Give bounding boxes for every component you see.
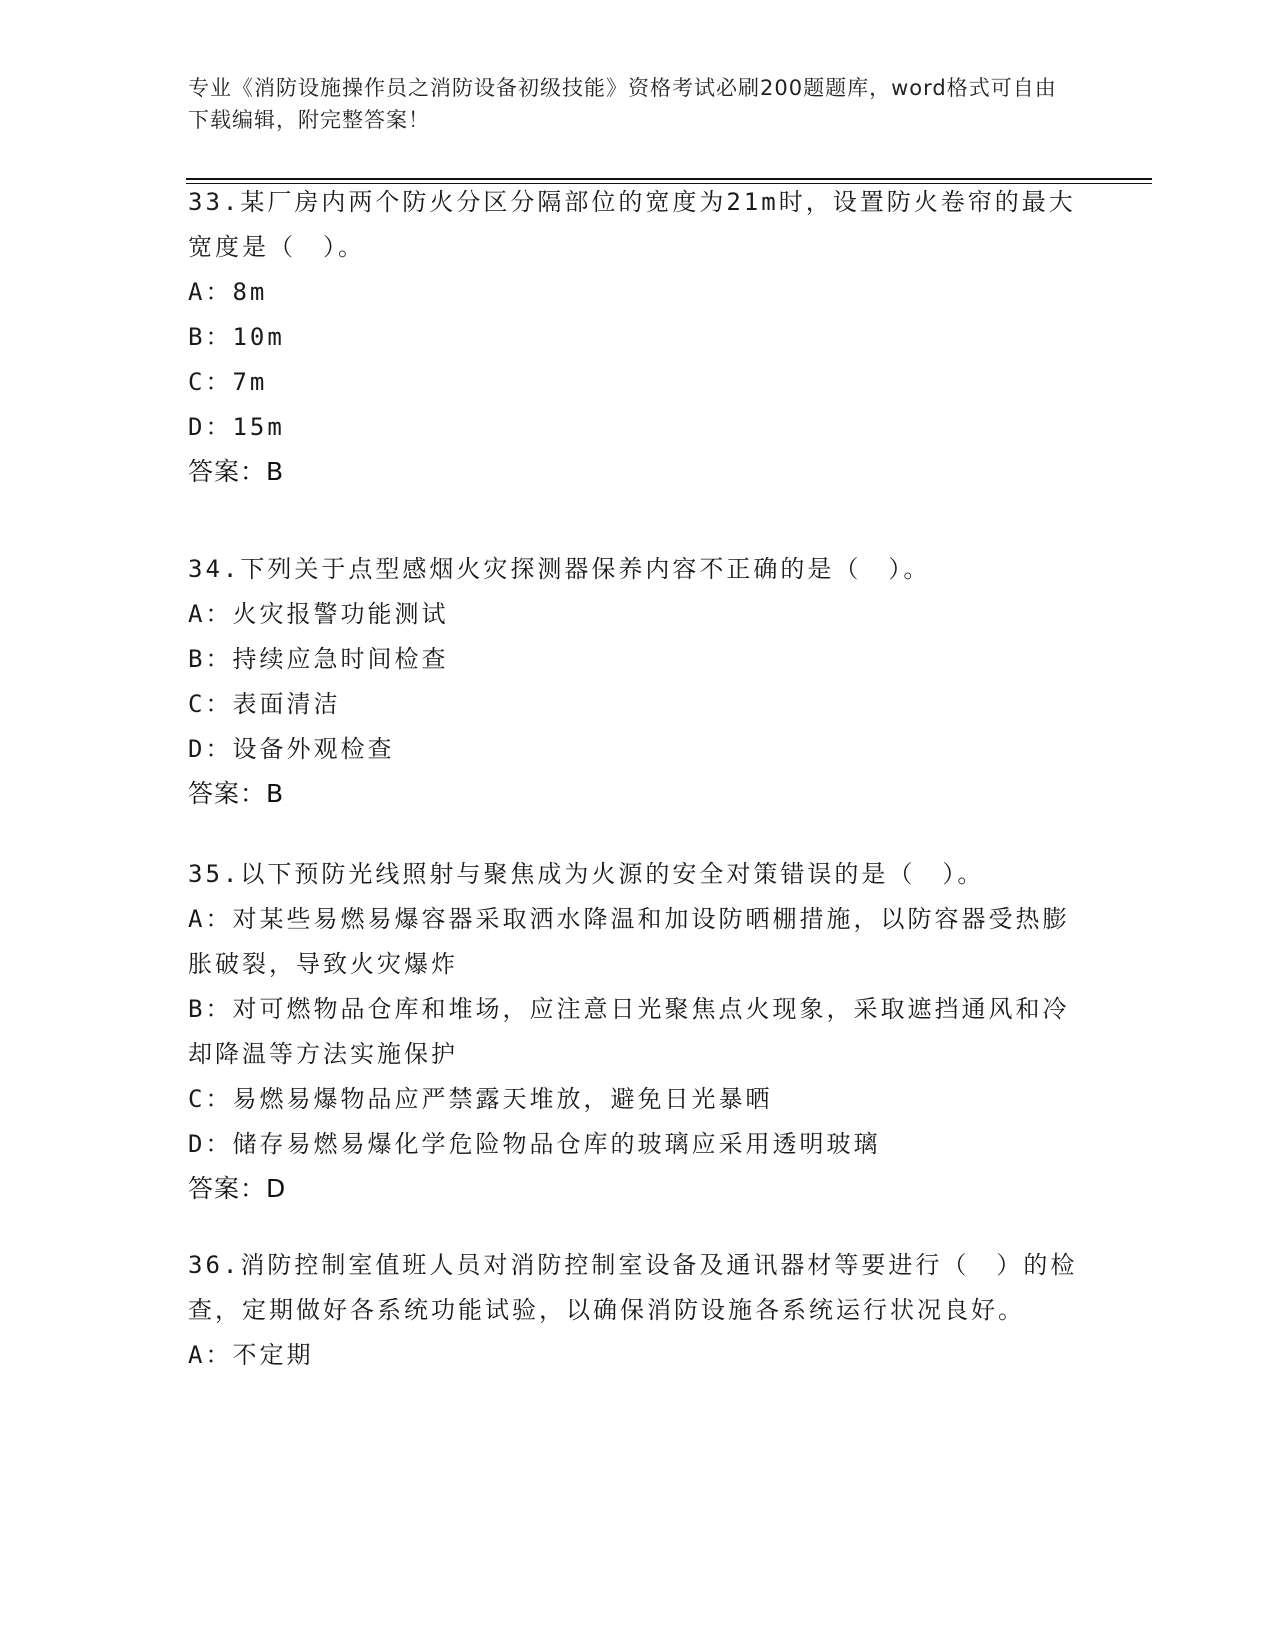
option-a: A：火灾报警功能测试 xyxy=(188,600,449,628)
question-stem: 35.以下预防光线照射与聚焦成为火源的安全对策错误的是（ ）。 xyxy=(188,860,985,888)
option-b: B：对可燃物品仓库和堆场，应注意日光聚焦点火现象，采取遮挡通风和冷却降温等方法实施保护 xyxy=(188,995,1070,1068)
answer-label: 答案：B xyxy=(188,779,285,808)
question-35 xyxy=(188,852,1088,1211)
option-b: B：10m xyxy=(188,323,285,351)
page-header: 专业《消防设施操作员之消防设备初级技能》资格考试必刷200题题库，word格式可自由下载编辑，附完整答案！ xyxy=(188,76,1057,132)
question-stem: 36.消防控制室值班人员对消防控制室设备及通讯器材等要进行（ ）的检查，定期做好各系统功能试验，以确保消防设施各系统运行状况良好。 xyxy=(188,1251,1078,1324)
answer-label: 答案：B xyxy=(188,457,285,486)
option-a: A：8m xyxy=(188,278,268,306)
question-36 xyxy=(188,1243,1088,1378)
option-c: C：表面清洁 xyxy=(188,690,341,718)
option-a: A：对某些易燃易爆容器采取洒水降温和加设防晒棚措施，以防容器受热膨胀破裂，导致火灾爆炸 xyxy=(188,905,1070,978)
option-d: D：设备外观检查 xyxy=(188,735,395,763)
option-d: D：15m xyxy=(188,413,285,441)
question-33 xyxy=(188,180,1088,494)
question-stem: 34.下列关于点型感烟火灾探测器保养内容不正确的是（ ）。 xyxy=(188,555,931,583)
question-stem: 33.某厂房内两个防火分区分隔部位的宽度为21m时，设置防火卷帘的最大宽度是（ ）。 xyxy=(188,188,1076,261)
option-c: C：7m xyxy=(188,368,268,396)
answer-label: 答案：D xyxy=(188,1174,287,1203)
option-a: A：不定期 xyxy=(188,1341,314,1369)
option-c: C：易燃易爆物品应严禁露天堆放，避免日光暴晒 xyxy=(188,1085,773,1113)
option-d: D：储存易燃易爆化学危险物品仓库的玻璃应采用透明玻璃 xyxy=(188,1130,881,1158)
option-b: B：持续应急时间检查 xyxy=(188,645,449,673)
question-34 xyxy=(188,547,1088,816)
